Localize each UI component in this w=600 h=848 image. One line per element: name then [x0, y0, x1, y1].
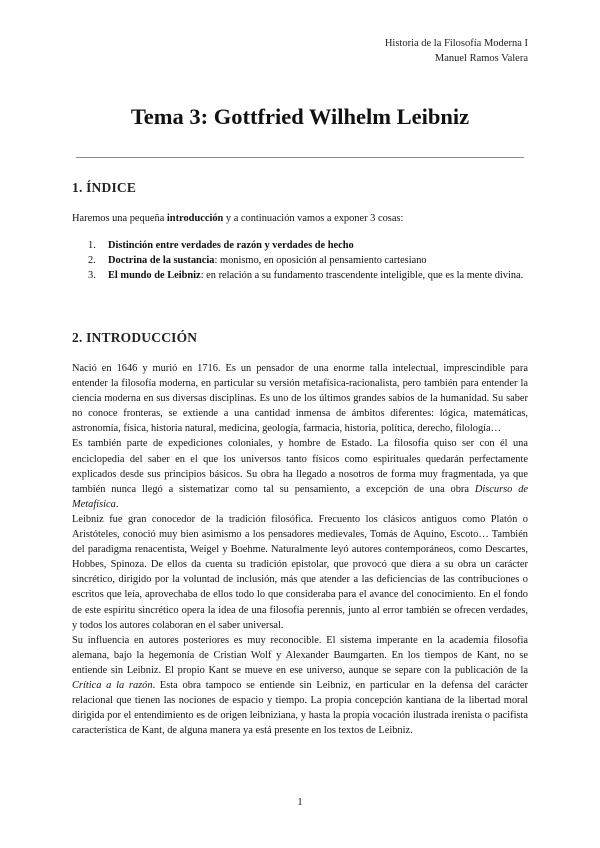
index-item-bold: Doctrina de la sustancia	[108, 255, 215, 267]
title-divider	[76, 157, 524, 158]
index-intro-after: y a continuación vamos a exponer 3 cosas:	[223, 213, 404, 224]
p2-text-before: Es también parte de expediciones coloniales, y hombre de Estado. La filosofía quiso ser con él una enciclopedia del saber en el que los universos tanto físicos como espirituales quedarán perfectamente explicados desde sus principios básicos. Su obra ha llegado a nosotros de forma muy fragmentada, ya que también nunca llegó a sistematizar como tal su pensamiento, a excepción de una obra	[72, 438, 528, 495]
index-list	[88, 238, 528, 283]
intro-paragraph-4	[72, 633, 528, 739]
intro-paragraph-1: Nació en 1646 y murió en 1716. Es un pensador de una enorme talla intelectual, imprescindible para entender la filosofía moderna, en particular su versión metafísica-racionalista, pero también para entender la ciencia moderna en sus diversas disciplinas. Es uno de los últimos grandes sabios de la humanidad. Su saber no conoce fronteras, se extiende a una cantidad inmensa de ámbitos diferentes: lógica, matemáticas, astronomía, física, historia natural, medicina, geología, farmacia, historia, política, derecho, filología…	[72, 363, 528, 435]
index-item-number: 3.	[88, 270, 96, 282]
intro-paragraph-2	[72, 436, 528, 511]
page-number: 1	[297, 796, 303, 808]
index-item	[88, 268, 528, 283]
index-item	[88, 253, 528, 268]
header-author: Manuel Ramos Valera	[434, 53, 528, 64]
index-intro	[72, 211, 528, 226]
p2-text-after: .	[115, 498, 119, 510]
index-item-rest: : monismo, en oposición al pensamiento cartesiano	[214, 255, 427, 267]
index-intro-before: Haremos una pequeña	[72, 213, 167, 224]
index-heading: 1. ÍNDICE	[72, 180, 137, 195]
index-intro-bold: introducción	[166, 213, 224, 224]
p4-work-title: Crítica a la razón	[72, 679, 153, 691]
index-item-rest: : en relación a su fundamento trascendente inteligible, que es la mente divina.	[200, 270, 524, 282]
index-item-number: 2.	[88, 255, 96, 267]
p4-text-after: . Esta obra tampoco se entiende sin Leibniz, en particular en la defensa del carácter relacional que tienen las nociones de espacio y tiempo. La propia concepción kantiana de la libertad moral dirigida por el entendimiento es de origen leibniziana, y hasta la propia vocación ilustrada irenista o pacifista característica de Kant, de alguna manera ya está presente en los textos de Leibniz.	[72, 679, 528, 737]
document-title: Tema 3: Gottfried Wilhelm Leibniz	[130, 104, 470, 129]
intro-paragraph-3: Leibniz fue gran conocedor de la tradición filosófica. Frecuento los clásicos antiguos como Platón o Aristóteles, conoció muy bien asimismo a los pensadores medievales, Tomás de Aquino, Escoto… También del paradigma renacentista, Weigel y Boehme. Naturalmente leyó autores contemporáneos, como Descartes, Hobbes, Spinoza. De ellos da cuenta su tradición epistolar, que provocó que diera a su obra un carácter sincrético, dirigido por la voluntad de inclusión, más que atender a las deficiencias de las contribuciones o escritos que leía, aprovechaba de ellos todo lo que consideraba para el avance del conocimiento. En el fondo de este espíritu sincrético opera la idea de una filosofía perennis, junto al error también se ofrecen verdades, y todos los autores colaboran en el saber universal.	[72, 513, 528, 631]
intro-heading: 2. INTRODUCCIÓN	[72, 330, 198, 345]
index-item-number: 1.	[88, 240, 96, 251]
p4-text-before: Su influencia en autores posteriores es muy reconocible. El sistema imperante en la academia filosofía alemana, bajo la hegemonía de Cristian Wolf y Alexander Baumgarten. En los tiempos de Kant, no se entiende sin Leibniz. El propio Kant se mueve en ese universo, aunque se separe con la publicación de la	[72, 634, 528, 676]
header-course: Historia de la Filosofía Moderna I	[384, 38, 528, 49]
index-item-bold: Distinción entre verdades de razón y verdades de hecho	[108, 240, 354, 251]
page-header	[385, 36, 528, 66]
p2-work-title: Discurso de Metafísica	[72, 483, 528, 510]
index-item-bold: El mundo de Leibniz	[108, 270, 201, 282]
index-item	[88, 238, 528, 253]
intro-body	[72, 361, 528, 738]
